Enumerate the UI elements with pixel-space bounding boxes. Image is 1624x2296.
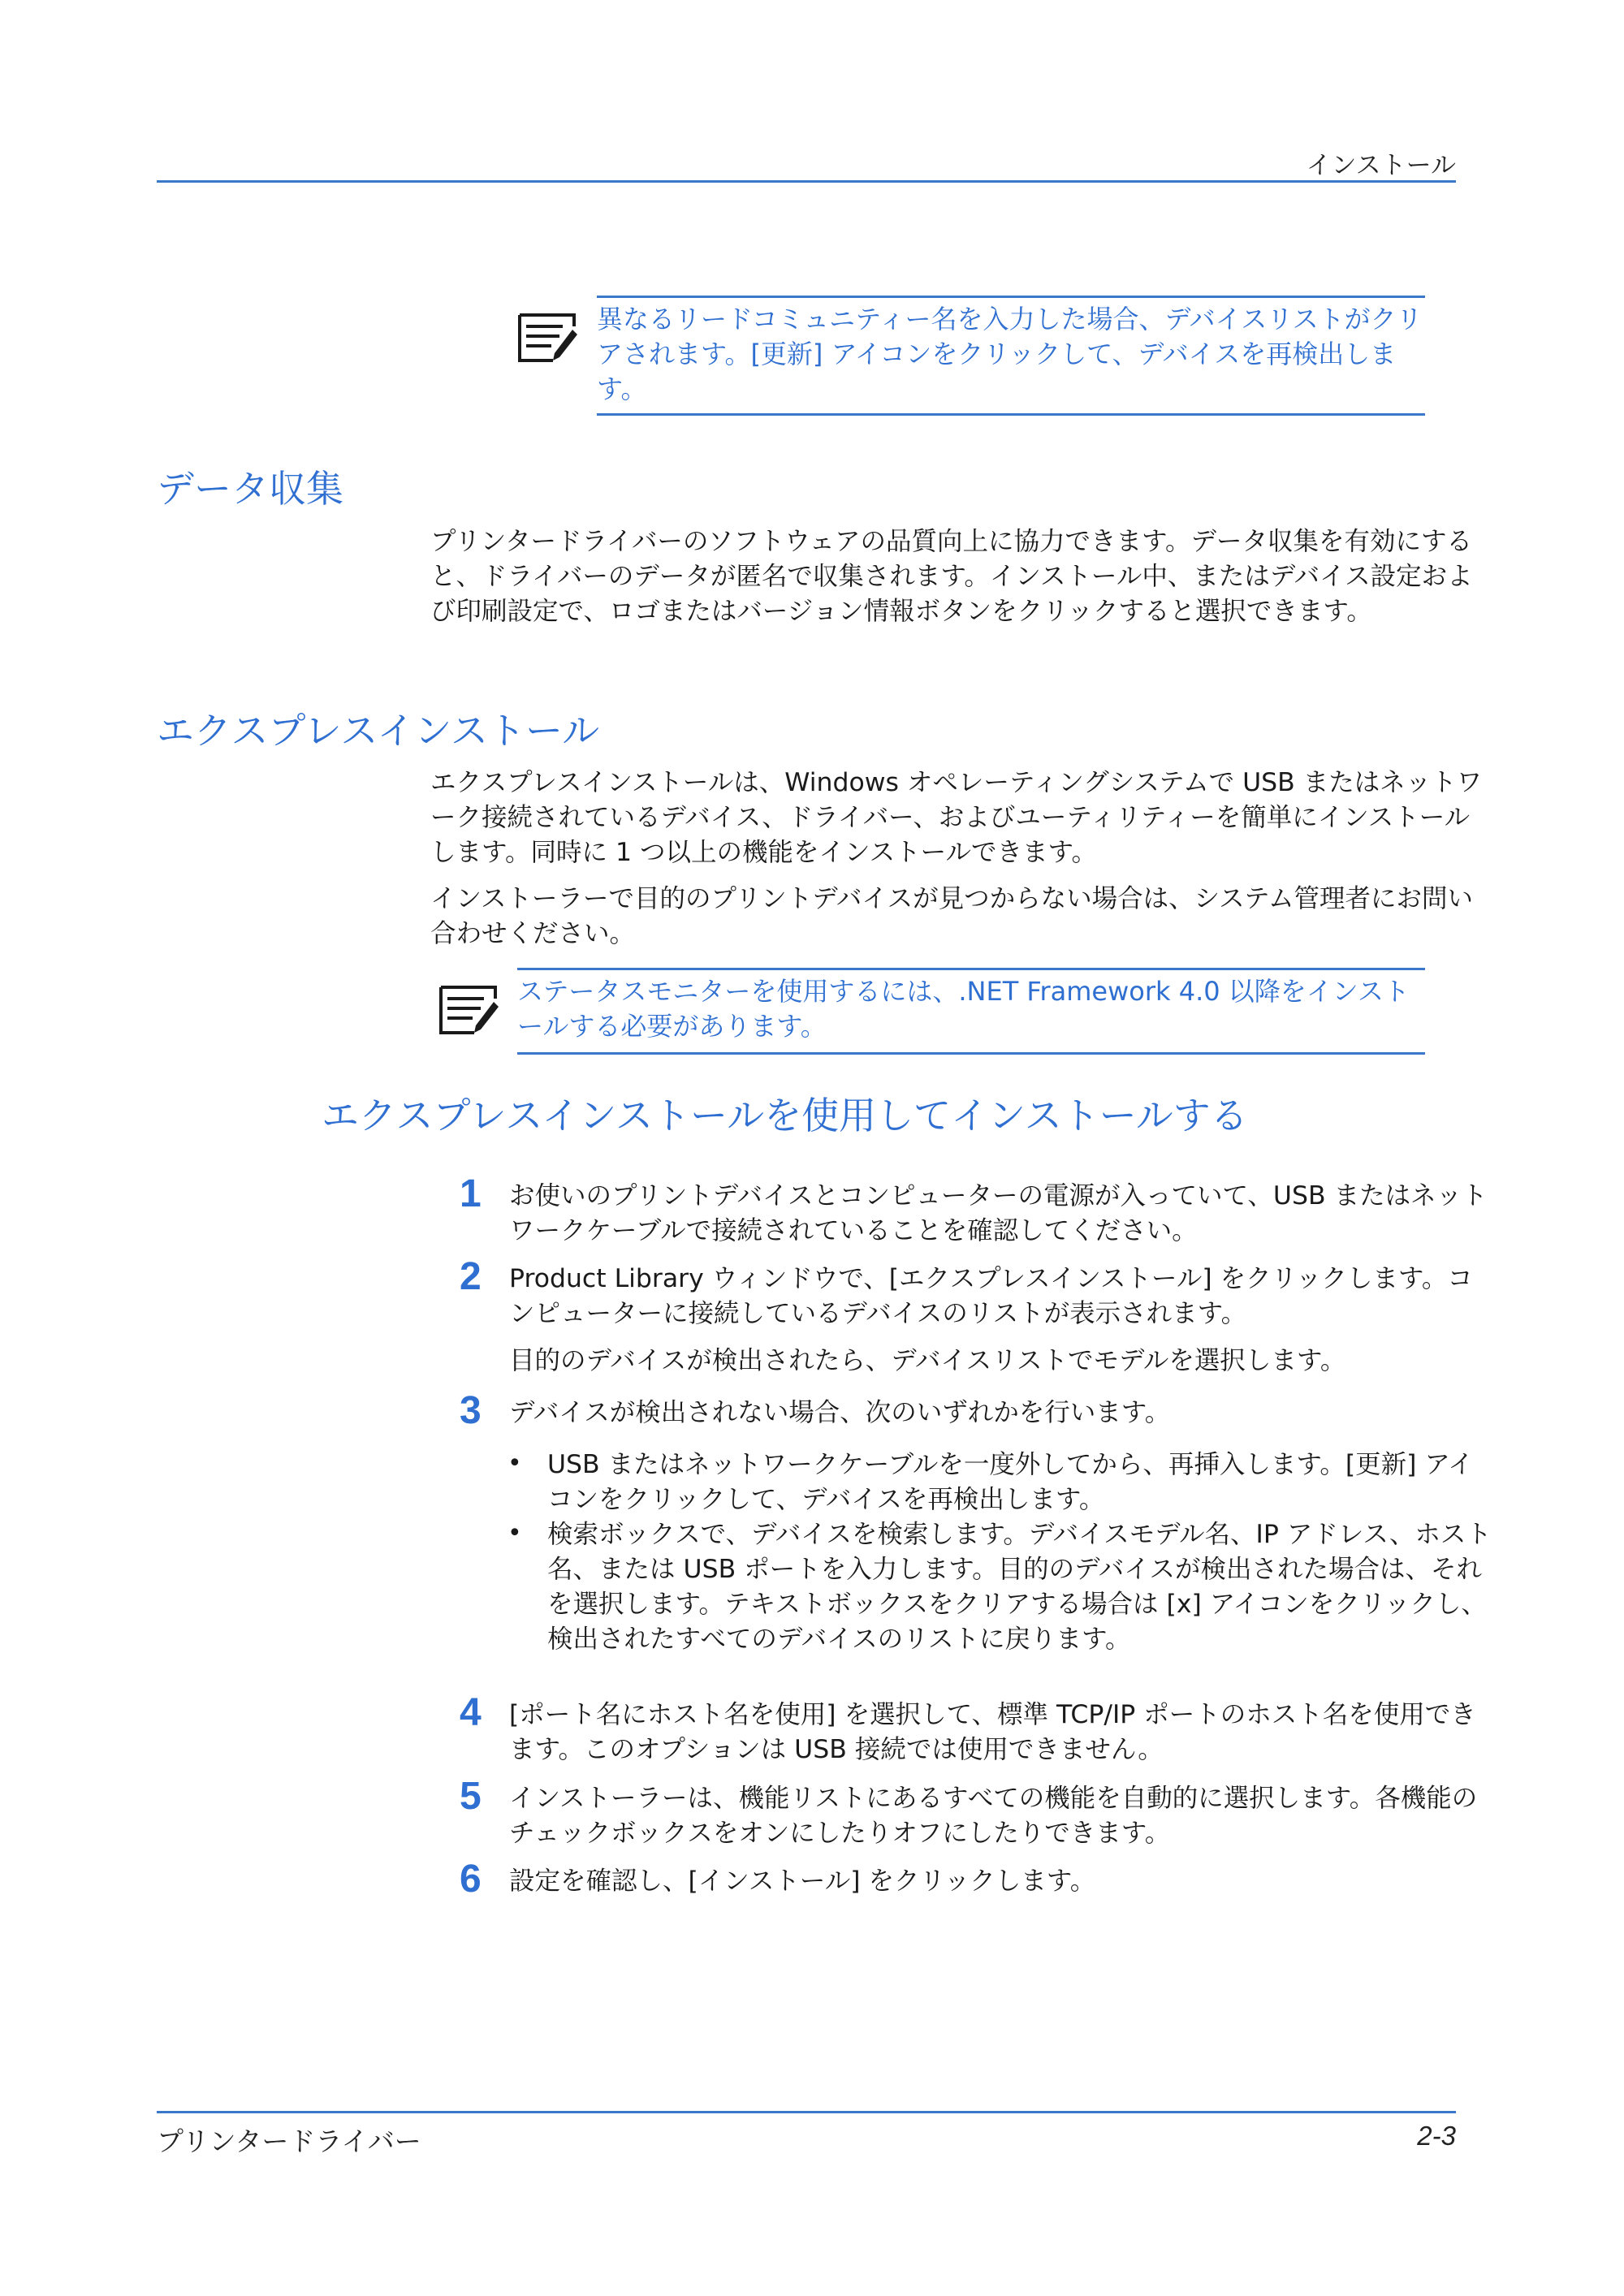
step-number: 5 <box>460 1775 482 1818</box>
step-text: [ポート名にホスト名を使用] を選択して、標準 TCP/IP ポートのホスト名を使用できます。このオプションは USB 接続では使用できません。 <box>509 1700 1476 1764</box>
step-number: 3 <box>460 1389 482 1432</box>
step-extra-text: 目的のデバイスが検出されたら、デバイスリストでモデルを選択します。 <box>509 1346 1346 1375</box>
note-icon <box>438 984 500 1039</box>
step-text: Product Library ウィンドウで、[エクスプレスインストール] をクリックします。コンピューターに接続しているデバイスのリストが表示されます。 <box>509 1264 1473 1328</box>
step-number: 1 <box>460 1172 482 1215</box>
data-collection-body: プリンタードライバーのソフトウェアの品質向上に協力できます。データ収集を有効にすると、ドライバーのデータが匿名で収集されます。インストール中、またはデバイス設定および印刷設定で、ロゴまたはバージョン情報ボタンをクリックすると選択できます。 <box>430 527 1473 626</box>
header-rule <box>157 180 1456 183</box>
step-text: お使いのプリントデバイスとコンピューターの電源が入っていて、USB またはネットワークケーブルで接続されていることを確認してください。 <box>509 1181 1488 1245</box>
note1-bottom-rule <box>597 413 1425 416</box>
bullet-icon: • <box>508 1519 522 1547</box>
bullet-text: USB またはネットワークケーブルを一度外してから、再挿入します。[更新] アイコンをクリックして、デバイスを再検出します。 <box>547 1450 1474 1514</box>
section-heading-express-install: エクスプレスインストール <box>157 709 600 753</box>
footer-rule <box>157 2111 1456 2113</box>
note-icon <box>517 312 579 367</box>
note2-text: ステータスモニターを使用するには、.NET Framework 4.0 以降をインストールする必要があります。 <box>517 976 1410 1042</box>
page-number: 2-3 <box>1417 2121 1456 2151</box>
footer-title: プリンタードライバー <box>157 2126 421 2157</box>
step-number: 2 <box>460 1255 482 1298</box>
step-text: デバイスが検出されない場合、次のいずれかを行います。 <box>509 1398 1171 1427</box>
note1-top-rule <box>597 296 1425 298</box>
step-text: インストーラーは、機能リストにあるすべての機能を自動的に選択します。各機能のチェックボックスをオンにしたりオフにしたりできます。 <box>509 1784 1478 1848</box>
bullet-icon: • <box>508 1449 522 1478</box>
express-install-para1: エクスプレスインストールは、Windows オペレーティングシステムで USB またはネットワーク接続されているデバイス、ドライバー、およびユーティリティーを簡単にインストールします。同時に 1 つ以上の機能をインストールできます。 <box>430 768 1483 867</box>
bullet-text: 検索ボックスで、デバイスを検索します。デバイスモデル名、IP アドレス、ホスト名、または USB ポートを入力します。目的のデバイスが検出された場合は、それを選択します。テキストボックスをクリアする場合は [x] アイコンをクリックし、検出されたすべてのデバイスのリストに戻ります。 <box>547 1520 1492 1654</box>
subsection-heading: エクスプレスインストールを使用してインストールする <box>322 1094 1248 1137</box>
step-number: 4 <box>460 1691 482 1734</box>
step-text: 設定を確認し、[インストール] をクリックします。 <box>509 1867 1096 1896</box>
running-header-title: インストール <box>1306 151 1456 180</box>
express-install-para2: インストーラーで目的のプリントデバイスが見つからない場合は、システム管理者にお問い合わせください。 <box>430 884 1473 948</box>
note1-text: 異なるリードコミュニティー名を入力した場合、デバイスリストがクリアされます。[更新] アイコンをクリックして、デバイスを再検出します。 <box>597 304 1423 404</box>
note2-top-rule <box>517 968 1425 970</box>
note2-bottom-rule <box>517 1052 1425 1055</box>
step-number: 6 <box>460 1858 482 1901</box>
section-heading-data-collection: データ収集 <box>157 467 343 511</box>
